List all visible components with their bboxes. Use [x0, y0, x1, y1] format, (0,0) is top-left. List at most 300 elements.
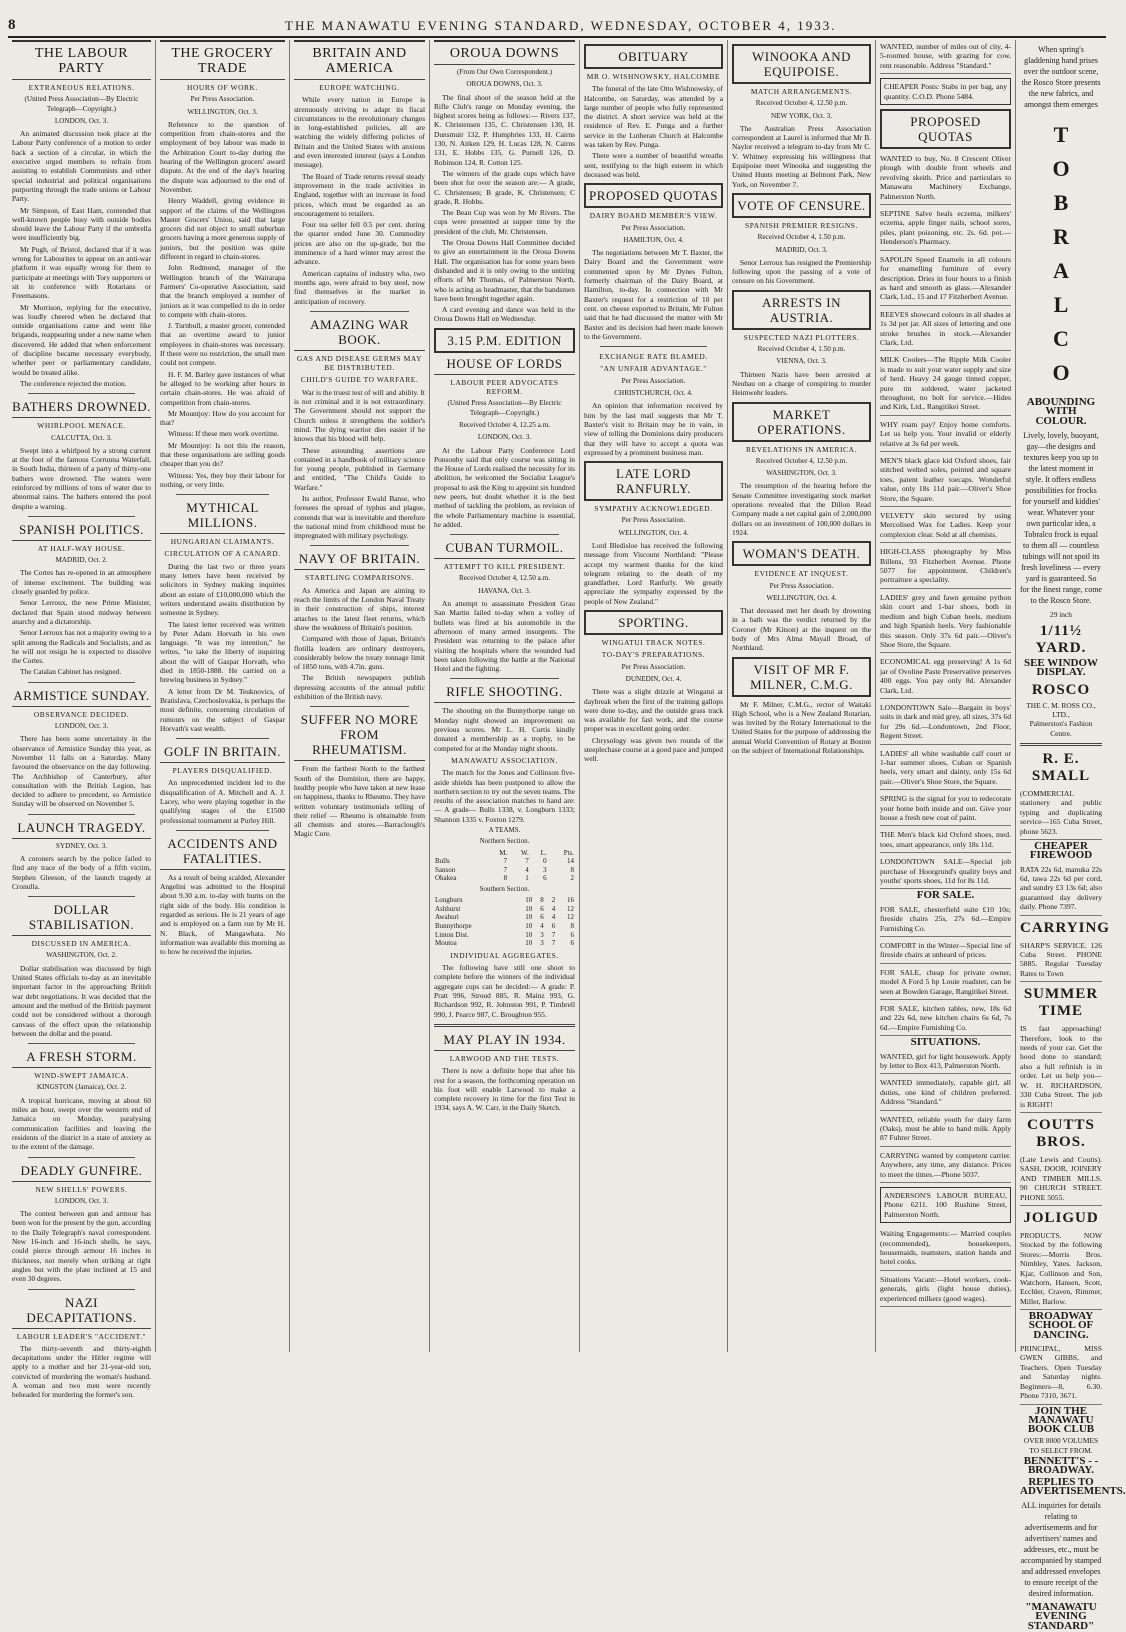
- classified-ad: CARRYING wanted by competent carrier. Anywhere, any time, any distance. Prices to meet the times.—Phone 5037.: [880, 1149, 1011, 1183]
- ad-heading-dancing: BROADWAY SCHOOL OF DANCING.: [1028, 1310, 1094, 1341]
- subhead: SYMPATHY ACKNOWLEDGED.: [594, 504, 713, 514]
- rosco-tagline: Palmerston's Fashion Centre.: [1029, 719, 1093, 738]
- table-cell: 0: [543, 857, 547, 866]
- rosco-company: THE C. M. ROSS CO., LTD.,: [1026, 700, 1096, 720]
- ad-body: OVER 8000 VOLUMES TO SELECT FROM.: [1023, 1436, 1099, 1455]
- received-line: Received October 4, 12.50 p.m.: [755, 99, 848, 108]
- dateline: WASHINGTON, Oct. 2.: [46, 951, 117, 960]
- section-heading-situations: SITUATIONS.: [910, 1036, 981, 1049]
- column-obituary: [580, 40, 728, 1352]
- classified-ad: WANTED to buy, No. 8 Crescent Oliver plough with double front wheels and revolving skeith. Price and particulars to Manawatu Machinery Exchange, Palmerston North.: [880, 152, 1011, 205]
- paragraph: War is the truest test of will and ability. It is not criminal and it is not extraordinary. The Government should not support the Church unless it strengthens the soldier's mind. The dying warrior dies easier if he knows that his blood will help.: [294, 387, 425, 444]
- divider: [434, 1024, 575, 1027]
- table-row: [434, 939, 575, 948]
- dateline: WASHINGTON, Oct. 3.: [766, 469, 837, 478]
- classified-ad: VELVETY skin secured by using Mercolised Wax for Ladies. Keep your complexion clear. Sold at all chemists.: [880, 509, 1011, 543]
- credit: Per Press Association.: [190, 95, 255, 104]
- tobralco-letter: L: [1053, 292, 1069, 317]
- ad-heading-firewood: CHEAPER FIREWOOD: [1029, 840, 1093, 862]
- paragraph: While every nation in Europe is strenuously striving to adapt its fiscal circumstances to the revolutionary changes in long-established policies, all are watching the widely differing policies of Britain and the United States with anxious and even interested interest (says a London message).: [294, 95, 425, 170]
- headline: BATHERS DROWNED.: [12, 399, 151, 418]
- table-cell: 10: [525, 913, 533, 922]
- paragraph: The negotiations between Mr T. Baxter, the Dairy Board and the Government were commented upon by Mr Dynes Fulton, formerly chairman of the Dairy Board, at Hamilton, to-day. In connection with Mr Baxter's request for a restriction of 10 per cent. on cheese exported to Britain, Mr Fulton said that he had discussed the matter with Mr Baxter and its decision had been made known to the Government.: [584, 248, 723, 341]
- table-cell: 2: [551, 896, 556, 905]
- dateline: SYDNEY, Oct. 3.: [55, 841, 108, 850]
- subhead: HUNGARIAN CLAIMANTS.: [170, 537, 275, 547]
- table-cell: 2: [570, 874, 574, 883]
- paragraph: The Bean Cup was won by Mr Rivers. The cups were presented at supper time by the president of the club, Mr. Christensen.: [434, 208, 575, 236]
- paragraph: J. Turnbull, a master grocer, contended that an overtime award to junior employees in chain-stores was necessary. If there were no restriction, the small men could not compete.: [160, 321, 285, 368]
- table-header-row: [434, 849, 575, 858]
- tobralco-letter: B: [1053, 190, 1069, 215]
- headline-oroua-downs: OROUA DOWNS: [434, 40, 575, 65]
- table-cell: 8: [570, 865, 574, 874]
- classified-ad: COMFORT in the Winter—Special line of fireside chairs at unheard of prices.: [880, 939, 1011, 964]
- results-table-north: [434, 849, 575, 883]
- subhead: AT HALF-WAY HOUSE.: [37, 543, 126, 553]
- replies-signature: "MANAWATU EVENING STANDARD": [1025, 1601, 1097, 1632]
- headline: LAUNCH TRAGEDY.: [12, 820, 151, 839]
- headline: WINOOKA AND EQUIPOISE.: [732, 44, 871, 84]
- credit: (United Press Association—By Electric Telegraph—Copyright.): [24, 95, 139, 113]
- page-number: 8: [8, 17, 16, 33]
- table-header: W.: [521, 848, 529, 857]
- divider: [28, 1157, 135, 1158]
- paragraph: Witness: If these men work overtime.: [168, 429, 279, 439]
- credit: (From Our Own Correspondent.): [456, 68, 553, 76]
- table-cell: 6: [570, 939, 574, 948]
- divider: [28, 682, 135, 683]
- paragraph: Mr Mountjoy: How do you account for that?: [160, 408, 285, 428]
- paragraph: Mr F. Milner, C.M.G., rector of Waitaki High School, who is a New Zealand Rotarian, was invited by the Rotary International to the United States for the purpose of addressing the annual World Convention of Rotary at Boston on the subject of International Relationships.: [732, 699, 871, 756]
- subhead: MR O. WISHNOWSKY, HALCOMBE: [586, 72, 721, 81]
- classified-ad: FOR SALE, cheap for private owner, model A Ford 5 hp Louie roadster, can be seen at Bowden Garage, Rangitikei Street.: [880, 966, 1011, 1000]
- ad-bennetts: BENNETT'S - - BROADWAY.: [1023, 1455, 1099, 1477]
- paragraph: H. F. M. Barley gave instances of what he alleged to be working after hours in certain chain-stores. He was afraid of competition from chain-stores.: [160, 369, 285, 407]
- paragraph: The funeral of the late Otto Wishnowsky, of Halcombe, on Saturday, was attended by a large number of people who fully represented the district. A short service was held at the residence of Rev. E. Punga and a further service in the Lutheran Church at Halcombe was taken by Rev. Punga.: [584, 84, 723, 150]
- divider: [28, 896, 135, 897]
- ad-heading-joligud: JOLIGUD: [1023, 1209, 1099, 1226]
- headline: AMAZING WAR BOOK.: [294, 317, 425, 351]
- headline: ACCIDENTS AND FATALITIES.: [160, 836, 285, 870]
- ad-body: PRODUCTS. NOW Stocked by the following Stores:—Morris Bros. Nimbley, Yates. Jackson, Kjar, Collinson and Son, Watchorn, Hansen, Scott, Ecchler, Craven, Rimmer, Miller, Barlow.: [1020, 1229, 1102, 1310]
- subhead: SPANISH PREMIER RESIGNS.: [745, 220, 858, 230]
- divider: [28, 393, 135, 394]
- classified-ad: THE Men's black kid Oxford shoes, med. toes, smart appearance, only 18s 11d.: [880, 828, 1011, 853]
- paragraph: Thirteen Nazis have been arrested at Neubau on a charge of conspiring to murder Heimwehr leaders.: [732, 369, 871, 398]
- subhead: DAIRY BOARD MEMBER'S VIEW.: [589, 211, 718, 221]
- paragraph: Mr Mountjoy: Is not this the reason, that these organisations are selling goods cheaper than you do?: [160, 440, 285, 469]
- headline: MARKET OPERATIONS.: [732, 402, 871, 442]
- subhead: REVELATIONS IN AMERICA.: [746, 444, 857, 454]
- headline: NAZI DECAPITATIONS.: [12, 1295, 151, 1329]
- table-header: [434, 849, 486, 858]
- tobralco-intro: When spring's gladdening hand prises over the outdoor scene, the Rosco Store presents the new fabrics, and amongst them emerges: [1021, 45, 1101, 109]
- divider: [28, 1043, 135, 1044]
- table-cell: 7: [525, 857, 529, 866]
- dateline: WELLINGTON, Oct. 4.: [766, 593, 837, 602]
- subhead: WINGATUI TRACK NOTES.: [601, 638, 706, 648]
- column-cables: [728, 40, 876, 1352]
- headline: WOMAN'S DEATH.: [732, 541, 871, 566]
- ad-body: SHARP'S SERVICE. 126 Cuba Street. PHONE 5885. Regular Tuesday Rates to Town: [1020, 939, 1102, 983]
- paragraph: Mr Morrison, replying for the executive, was loudly cheered when he declared that outside organisations came and went like brigands, reappearing under a new name when discovered. He added that when enforcement of discipline became necessary everybody, whether peer or parliamentary candidate, would be treated alike.: [12, 302, 151, 377]
- paragraph: The Catalan Cabinet has resigned.: [20, 667, 122, 677]
- table-cell: Awahuri: [435, 913, 459, 922]
- table-cell: Ashhurst: [435, 904, 461, 913]
- paragraph: From the farthest North to the farthest South of the Dominion, there are happy, healthy people who have taken at new lease on happiness, thanks to Rheumo. They have written voluntary testimonials telling of their relief — Rheumo is obtainable from all chemists and stores.—Barraclough's Magic Cure.: [294, 764, 425, 839]
- subhead: EVIDENCE AT INQUEST.: [754, 569, 849, 579]
- headline-britain-america: BRITAIN AND AMERICA: [294, 40, 425, 80]
- paragraph: The Australian Press Association correspondent at Laurel is informed that Mr B. Naylor received a telegram to-day from Mr C. V. Whitney expressing his willingness that Equipoise meet Winooka and suggesting the United Hunts meeting at Belmont Park, New York, on November 7.: [732, 123, 871, 189]
- subhead: NEW SHELLS' POWERS.: [35, 1184, 128, 1194]
- headline: PROPOSED QUOTAS: [584, 183, 723, 208]
- columns: [8, 40, 1126, 1632]
- dateline: OROUA DOWNS, Oct. 3.: [466, 80, 543, 89]
- table-cell: 7: [551, 939, 556, 948]
- classified-ad: ANDERSON'S LABOUR BUREAU, Phone 6211. 100 Rushine Street, Palmerston North.: [880, 1187, 1011, 1223]
- paragraph: Chrysology was given two rounds of the steeplechase course at a good pace and jumped well.: [584, 735, 723, 764]
- subhead: WIND-SWEPT JAMAICA.: [34, 1071, 129, 1081]
- table-cell: 7: [503, 857, 508, 866]
- table-cell: 7: [503, 865, 508, 874]
- table-cell: 10: [525, 904, 533, 913]
- table-cell: 1: [525, 874, 529, 883]
- column-labour-party: [8, 40, 156, 1400]
- table-cell: Ohakea: [435, 874, 457, 883]
- divider: [310, 311, 409, 312]
- table-cell: 8: [570, 922, 574, 931]
- paragraph: A letter from Dr M. Teuknovics, of Bratislava, Czechoslovakia, is perhaps the most definite, concerning circulation of rumours on the subject of Gaspar Horvath's vast wealth.: [160, 686, 285, 733]
- subhead: MANAWATU ASSOCIATION.: [451, 755, 558, 765]
- table-cell: 7: [551, 930, 556, 939]
- received-line: Received October 4, 1.50 p.m.: [757, 345, 846, 354]
- paragraph: Senor Lerroux has not a majority owing to a split among the Radicals and Socialists, and as he will not resign he is expected to dissolve the Cortes.: [12, 628, 151, 666]
- subhead: LABOUR PEER ADVOCATES REFORM.: [450, 377, 559, 397]
- subhead: EXTRANEOUS RELATIONS.: [28, 83, 135, 92]
- classified-ad: Waiting Engagements:— Married couples (recommended), housekeepers, housemaids, teamsters, station hands and hotel cooks.: [880, 1227, 1011, 1271]
- column-display-ads: [1016, 40, 1126, 1632]
- subhead: DISCUSSED IN AMERICA.: [31, 939, 132, 949]
- classified-ad: FOR SALE, kitchen tables, new, 18s 6d and 22s 6d, new kitchen chairs 6s 6d, 7s 6d.—Empire Furnishing Co.: [880, 1002, 1011, 1036]
- table-cell: 4: [551, 913, 556, 922]
- paragraph: Reference to the question of competition from chain-stores and the employment of boy labour was made in the Arbitration Court to-day during the hearing of the Wellington grocers' award dispute. At the end of the day's hearing the dispute was adjourned to the end of November.: [160, 119, 285, 194]
- classified-ad: SPRING is the signal for you to redecorate your home both inside and out. Give your house a fresh new coat of paint.: [880, 792, 1011, 826]
- table-cell: 8: [540, 896, 544, 905]
- subhead: LABOUR LEADER'S "ACCIDENT.": [16, 1331, 147, 1341]
- headline: NAVY OF BRITAIN.: [294, 551, 425, 570]
- paragraph: The following have still one shoot to complete before the winners of the individual aggregate cups can be decided:— A grade: P. Pratt 996, Stroud 885, R. Mainz 993, G. Richardson 992, R. Johnston 991, P. Timbrell 990, J. Pearce 987, C. Broughton 955.: [434, 963, 575, 1019]
- tobralco-letter: O: [1052, 156, 1070, 181]
- table-cell: 6: [570, 930, 574, 939]
- paragraph: The final shoot of the season held at the Rifle Club's range on Monday evening, the highest scores being as follows:— Rivers 137, K. Christensen 135, C. Christensen 130, H. Dunsmuir 132, P. Humphries 133, H. Cairns 130, N. Aitken 129, H. Lucas 128, N. Cairns 131, E. Hobbs 135, G. Purnell 126, D. Robinson 124, R. Cotton 125.: [434, 92, 575, 167]
- column-oroua-downs: [430, 40, 580, 1352]
- replies-heading: REPLIES TO ADVERTISEMENTS.: [1020, 1475, 1126, 1497]
- subhead: EUROPE WATCHING.: [319, 83, 400, 92]
- table-row: [434, 922, 575, 931]
- dateline: LONDON, Oct. 3.: [477, 433, 532, 442]
- tobralco-letter: C: [1053, 326, 1069, 351]
- divider: [176, 830, 269, 831]
- table-cell: 6: [540, 913, 544, 922]
- ad-body: (Late Lewis and Coutts). SASH, DOOR, JOINERY AND TIMBER MILLS. 90 CHURCH STREET. PHONE 5055.: [1020, 1153, 1102, 1206]
- table-cell: 10: [525, 896, 533, 905]
- paragraph: Four tea seller fell 0.5 per cent. during the quarter ended June 30. Commodity prices are also on the up-grade, but the imminence of a hard winter may arrest the advance.: [294, 220, 425, 267]
- column-classifieds: [876, 40, 1016, 1352]
- dateline: MADRID, Oct. 2.: [55, 556, 108, 565]
- headline: DEADLY GUNFIRE.: [12, 1163, 151, 1182]
- table-row: [434, 931, 575, 940]
- classified-ad: LONDONTOWN Sale—Bargain in boys' suits in dark and mid grey, all sizes, 37s 6d for 29s 6d.—Londontown, 2nd Floor, Regent Street.: [880, 701, 1011, 745]
- table-header: Pts.: [563, 848, 574, 857]
- table-cell: 6: [540, 904, 544, 913]
- headline: PROPOSED QUOTAS: [880, 109, 1011, 149]
- paragraph: The Oroua Downs Hall Committee decided to give an entertainment in the Oroua Downs Hall. The organisation has for some years been disbanded and it is only owing to the untiring efforts of Mr Thomas, of Palmerston North, who is acting as headmaster, that the bandsmen have been brought together again.: [434, 238, 575, 303]
- dateline: HAVANA, Oct. 3.: [478, 586, 531, 595]
- divider: [28, 814, 135, 815]
- fabric-width: 29 inch: [1050, 609, 1072, 619]
- dateline: WELLINGTON, Oct. 4.: [618, 528, 689, 537]
- headline-labour-party: THE LABOUR PARTY: [12, 40, 151, 80]
- dateline: LONDON, Oct. 3.: [54, 1196, 109, 1205]
- table-cell: 3: [540, 939, 544, 948]
- headline: GOLF IN BRITAIN.: [160, 744, 285, 763]
- headline: ARMISTICE SUNDAY.: [12, 688, 151, 707]
- column-britain-america: [290, 40, 430, 1352]
- headline: DOLLAR STABILISATION.: [12, 902, 151, 936]
- dateline: CALCUTTA, Oct. 3.: [51, 433, 112, 442]
- headline-grocery-trade: THE GROCERY TRADE: [160, 40, 285, 80]
- table-row: [434, 896, 575, 905]
- subhead: EXCHANGE RATE BLAMED.: [599, 352, 708, 362]
- table-row: [434, 866, 575, 875]
- headline: VOTE OF CENSURE.: [732, 193, 871, 218]
- replies-body: ALL inquiries for details relating to advertisements and for advertisers' names and addresses, etc., must be accompanied by stamped and addressed envelopes to ensure receipt of the desired information.: [1020, 1501, 1102, 1599]
- paragraph: Senor Lerroux, the new Prime Minister, declared that Spain stood midway between anarchy and a dictatorship.: [12, 598, 151, 626]
- table-cell: Bunnythorpe: [435, 922, 472, 931]
- subhead: STARTLING COMPARISONS.: [305, 573, 414, 583]
- table-cell: Linton Dist.: [435, 930, 469, 939]
- table-cell: Moutoa: [435, 939, 457, 948]
- paragraph: Henry Waddell, giving evidence in support of the claims of the Wellington Master Grocers' Union, said that large grocers did not object to small suburban grocers having a more generous supply of juniors, but the position was quite different in regard to chain-stores.: [160, 196, 285, 262]
- classified-ad: LADIES' grey and fawn genuine python skin court and 1-bar shoes, both in medium and high Cuban heels, medium and high Spanish heels. Very fashionable this season. Only 37s 6d pair.—Oliver's Shoe Store, the Square.: [880, 591, 1011, 653]
- credit: Per Press Association.: [621, 223, 686, 232]
- table-cell: 4: [551, 904, 556, 913]
- paragraph: The thirty-seventh and thirty-eighth decapitations under the Hitler regime will apply to a mother and her 21-year-old son, convicted of murdering the woman's husband. A woman and two men were recently beheaded for murdering the former's son.: [12, 1343, 151, 1400]
- classified-ad: WANTED, reliable youth for dairy farm (Oaks), must be able to hand milk. Apply 87 Fuhrer Street.: [880, 1113, 1011, 1147]
- classified-ad: SEPTINE Salve heals eczema, milkers' eczema, apple finger nails, school sores, piles, plant poisoning, etc. 2s. 6d. pot.—Henderson's Pharmacy.: [880, 207, 1011, 251]
- divider: [176, 494, 269, 495]
- headline: HOUSE OF LORDS: [434, 356, 575, 375]
- subhead: MATCH ARRANGEMENTS.: [750, 87, 853, 96]
- subhead: SUSPECTED NAZI PLOTTERS.: [743, 332, 860, 342]
- paragraph: Its author, Professor Ewald Banse, who foresees the spread of typhus and plague, contends that war is inevitable and therefore the national mind from childhood must be impregnated with military psychology.: [294, 493, 425, 541]
- received-line: Received October 4, 12.50 a.m.: [458, 574, 550, 583]
- paragraph: These astounding assertions are contained in a handbook of military science for young people, published in Germany and entitled, "The Child's Guide to Warfare.": [294, 445, 425, 492]
- ad-body: RATA 22s 6d, manuka 22s 6d, tawa 22s 6d per cord, and sundry £3 13s 6d; also guaranteed day delivery daily. Phone 7397.: [1020, 863, 1102, 916]
- fabric-price: 1/11½ YARD.: [1035, 623, 1087, 657]
- dateline: VIENNA, Oct. 3.: [776, 357, 827, 366]
- dateline: MADRID, Oct. 3.: [775, 245, 828, 254]
- classified-ad: LADIES' all white washable calf court or 1-bar summer shoes, Cuban or Spanish heels, very smart and dainty, only 15s 6d pair.—Oliver's Shoe Store, the Square.: [880, 747, 1011, 791]
- subhead: PLAYERS DISQUALIFIED.: [172, 766, 273, 776]
- headline: CUBAN TURMOIL.: [434, 540, 575, 559]
- paragraph: The latest letter received was written by Peter Adam Horvath in his own language. "It was my intention," he writes, "to take the liberty of inquiring about the will of Gaspar Horvath, who died in 1850-1888. He carried on a brewing business in Sydney.": [160, 619, 285, 685]
- table-row: [434, 874, 575, 883]
- classified-ad: MEN'S black glace kid Oxford shoes, fair stitched welted soles, pointed and square toes, patent leather toecaps. Wonderful value, only 18s 11d pair.—Oliver's Shoe Store, the Square.: [880, 454, 1011, 507]
- paragraph: Swept into a whirlpool by a strong current at the foot of the famous Corrunna Waterfall, in South India, thirteen of a party of thirty-one bathers were drowned. The waters were reinforced by millions of tons of water due to abnormal rains. The bathers entered the pool despite a warning.: [12, 445, 151, 511]
- table-header: L.: [540, 848, 547, 857]
- tobralco-letter: R: [1053, 224, 1069, 249]
- classified-ad: ECONOMICAL egg preserving! A 1s 6d jar of Ovoline Paste Preservative preserves 400 eggs. You pay only 8d. Alexander Clark, Ltd.: [880, 655, 1011, 699]
- dateline: WELLINGTON, Oct. 3.: [187, 107, 258, 116]
- results-table-south: [434, 896, 575, 948]
- tobralco-letter: A: [1053, 258, 1069, 283]
- headline: MAY PLAY IN 1934.: [434, 1032, 575, 1051]
- headline: RIFLE SHOOTING.: [434, 684, 575, 703]
- divider: [28, 1289, 135, 1290]
- table-cell: Longburn: [435, 896, 463, 905]
- paragraph: Dollar stabilisation was discussed by high United States officials to-day as an inevitable important factor in the approaching British war debt negotiations. It was decided that the amount and the method of the British payment could not be considered without a thorough canvass of the effect upon the relationship between the dollar and the pound.: [12, 963, 151, 1038]
- ad-heading-summer-time: SUMMER TIME: [1023, 986, 1099, 1020]
- subhead: "AN UNFAIR ADVANTAGE.": [600, 364, 707, 374]
- headline-obituary: OBITUARY: [584, 44, 723, 69]
- received-line: Received October 4, 12.50 p.m.: [755, 456, 848, 465]
- tobralco-letter: T: [1053, 122, 1069, 147]
- table-cell: 4: [540, 922, 544, 931]
- ad-body: Lively, lovely, buoyant, gay—the designs and textures keep you up to the latest moment in style. It offers endless possibilities for frocks for yourself and kiddies' wear. Whatever your own particular idea, a Tobralco frock is equal to them all — countless tubings will not spoil its fresh loveliness — every yard is guaranteed. So for the finest range, come to the Rosco Store.: [1020, 430, 1102, 605]
- credit: Per Press Association.: [621, 662, 686, 671]
- section-heading-for-sale: FOR SALE.: [916, 889, 975, 902]
- headline: MYTHICAL MILLIONS.: [160, 500, 285, 534]
- table-cell: 10: [525, 930, 533, 939]
- paragraph: A card evening and dance was held in the Oroua Downs Hall on Wednesday.: [434, 305, 575, 324]
- classified-ad: WANTED immediately, capable girl, all duties, one kind of children preferred. Address "Standard.": [880, 1076, 1011, 1110]
- paragraph: An unprecedented incident led to the disqualification of A. Mitchell and A. J. Lacey, who were playing together in the qualifying stages of the £1500 professional tournament at Purley Hill.: [160, 778, 285, 825]
- subhead: CHILD'S GUIDE TO WARFARE.: [300, 375, 419, 385]
- dateline: LONDON, Oct. 3.: [54, 116, 109, 125]
- paragraph: The conference rejected the motion.: [20, 378, 127, 388]
- received-line: Received October 4, 12.25 a.m.: [458, 420, 550, 429]
- ad-subheading: ABOUNDING WITH COLOUR.: [1026, 396, 1096, 427]
- table-header: M.: [499, 848, 508, 857]
- ad-heading-small: R. E. SMALL: [1031, 750, 1091, 784]
- classified-ad: FOR SALE, chesterfield suite £10 10s; fireside chairs 25s, 27s 6d.—Empire Furnishing Co.: [880, 903, 1011, 937]
- subhead: LARWOOD AND THE TESTS.: [449, 1053, 560, 1063]
- table-cell: 12: [567, 913, 574, 922]
- credit: Per Press Association.: [621, 516, 686, 525]
- headline: SPORTING.: [584, 610, 723, 635]
- table-cell: 14: [567, 857, 574, 866]
- subhead: GAS AND DISEASE GERMS MAY BE DISTRIBUTED.: [296, 353, 423, 373]
- table-cell: 3: [540, 930, 544, 939]
- paragraph: At the Labour Party Conference Lord Ponsonby said that only course was sitting in the House of Lords realised the necessity for its abolition, he welcomed the Socialist League's proposal to ask the King to appoint six hundred new peers, but doubt whether it is the best method of tackling the problem, as revision of the whole Parliamentary machine is essential, he added.: [434, 445, 575, 529]
- classified-ad: REEVES showcard colours in all shades at 1s 3d per jar. All sizes of lettering and one stroke brushes in stock.—Alexander Clark, Ltd.: [880, 308, 1011, 352]
- paragraph: There were a number of beautiful wreaths sent, testifying to the high esteem in which deceased was held.: [584, 151, 723, 179]
- table-cell: 8: [503, 874, 508, 883]
- table-cell: 10: [525, 939, 533, 948]
- dateline: KINGSTON (Jamaica), Oct. 2.: [36, 1083, 127, 1092]
- table-cell: Sanson: [435, 865, 456, 874]
- paragraph: Lord Bledisloe has received the following message from Viscount Northland: "Please accept my warmest thanks for the kind telegram relating to the death of my grandfather, Lord Ranfurly. We greatly appreciate the sympathy expressed by the people of New Zealand.": [584, 540, 723, 606]
- headline: A FRESH STORM.: [12, 1049, 151, 1068]
- table-cell: 12: [567, 904, 574, 913]
- paragraph: The shooting on the Bunnythorpe range on Monday night showed an improvement on previous scores. Mr L. H. Curtis kindly donated a membership as a trophy, to be competed for at the Monday night shoots.: [434, 706, 575, 753]
- paragraph: The Board of Trade returns reveal steady improvement in the trade activities in England, together with an increase in food prices, which must be regarded as an encouragement to retailers.: [294, 171, 425, 218]
- window-display: SEE WINDOW DISPLAY.: [1023, 657, 1099, 679]
- column-grocery-trade: [156, 40, 290, 1352]
- classified-ad: CHEAPER Posts: Stabs in per bag, any quantity. C.O.D. Phone 5484.: [880, 78, 1011, 105]
- classified-ad: WHY roam pay? Enjoy home comforts. Let us help you. Your invalid or elderly relative at 3s 6d per week.: [880, 418, 1011, 452]
- credit: Per Press Association.: [621, 376, 686, 385]
- received-line: Received October 4, 1.50 p.m.: [757, 233, 846, 242]
- subhead: INDIVIDUAL AGGREGATES.: [450, 950, 559, 960]
- divider: [310, 706, 409, 707]
- headline: SPANISH POLITICS.: [12, 522, 151, 541]
- dateline: CHRISTCHURCH, Oct. 4.: [614, 389, 693, 398]
- classified-ad: LONDONTOWN SALE—Special job purchase of Hoorgrund's quality boys and youths' sports shoes, 11d for 8s 11d.: [880, 855, 1011, 889]
- paragraph: Mr Simpson, of East Ham, contended that well-known people busy with outside bodies should leave the Labour Party if the umbrella were insufficiently big.: [12, 205, 151, 243]
- paragraph: The match for the Jones and Collinson five-aside shields has been postponed to allow the northern section to try out the seven teams. The results of the association matches to hand are:— A grade— Bulls 1338, v. Longburn 1333; Shannon 1335 v. Foxton 1279.: [434, 768, 575, 824]
- classified-ad: WANTED, number of miles out of city, 4-5-roomed house, with grazing for cow, rent reasonable. Address "Standard.": [880, 40, 1011, 74]
- ad-body: (COMMERCIAL stationery and public typing and duplicating service—165 Cuba Street, phone 5623.: [1020, 787, 1102, 840]
- headline: ARRESTS IN AUSTRIA.: [732, 290, 871, 330]
- masthead-title: THE MANAWATU EVENING STANDARD, WEDNESDAY, OCTOBER 4, 1933.: [285, 18, 837, 33]
- paragraph: Compared with those of Japan, Britain's flotilla leaders are ordinary destroyers, considerably below the treaty tonnage limit of 1850 tons, with 4.7in. guns.: [294, 634, 425, 672]
- classified-ad: SAPOLIN Speed Enamels in all colours for enamelling furniture of every description. Dries in four hours to a finish as hard and smooth as glass.—Alexander Clark, Ltd., 15 and 17 Fitzherbert Avenue.: [880, 253, 1011, 306]
- divider: [1020, 743, 1102, 746]
- headline: VISIT OF MR F. MILNER, C.M.G.: [732, 657, 871, 697]
- edition-banner: 3.15 P.M. EDITION: [434, 328, 575, 353]
- ad-body: IS fast approaching! Therefore, look to the needs of your car. Get the hood done to standard; also a full refinish is in order. Let us help you—W. H. RICHARDSON, 330 Cuba Street. The job is RIGHT!: [1020, 1022, 1102, 1113]
- paragraph: A coroners search by the police failed to find any trace of the body of a fifth victim, Stephen Gleeson, of the launch tragedy at Cronulla.: [12, 854, 151, 891]
- tobralco-letter: O: [1052, 360, 1070, 385]
- dateline: NEW YORK, Oct. 3.: [770, 111, 833, 120]
- paragraph: Witness: Yes, they buy their labour for nothing, or very little.: [160, 470, 285, 489]
- headline: LATE LORD RANFURLY.: [584, 461, 723, 501]
- ad-heading-book-club: JOIN THE MANAWATU BOOK CLUB: [1027, 1404, 1095, 1436]
- classified-ad: HIGH-CLASS photography by Miss Billens, 93 Fitzherbert Avenue. Phone 5077 for appointment. Children's portraiture a speciality.: [880, 545, 1011, 589]
- subhead: TO-DAY'S PREPARATIONS.: [601, 650, 706, 660]
- masthead: [8, 14, 1106, 38]
- classified-ad: Situations Vacant:—Hotel workers, cook-generals, girls (light house duties), experienced milkers (good wages).: [880, 1273, 1011, 1307]
- paragraph: The resumption of the hearing before the Senate Committee investigating stock market operations revealed that the Dillon Read Company made a net capital gain of 2,000,000 dollars on an investment of 100,000 dollars in 1924.: [732, 481, 871, 537]
- classified-ad: MILK Coolers—The Ripple Milk Cooler is made to suit your water supply and size of herd. Heavy 24 gauge tinned copper, pure tin soldered, water jacketed throughout, no bolt for service.—Hides and Kirk, Ltd., Rangitikei Street.: [880, 353, 1011, 415]
- table-row: [434, 913, 575, 922]
- paragraph: John Redmond, manager of the Wellington branch of the Wairarapa Farmers' Co-operative Association, said that the branch employed a number of juniors as it was compelled to do in order to compete with chain-stores.: [160, 263, 285, 319]
- subhead: ATTEMPT TO KILL PRESIDENT.: [443, 562, 566, 572]
- divider: [450, 534, 559, 535]
- paragraph: The contest between gun and armour has been won for the present by the gun, according to the Daily Telegraph's naval correspondent. New 16-inch and 16-inch shells, he says, could pierce through armour 16 inches in thickness, not merely when striking at right angles but with the plate inclined at 15 and even 30 degrees.: [12, 1209, 151, 1284]
- paragraph: An attempt to assassinate President Grau San Martin failed to-day when a volley of bullets was fired at his automobile in the afternoon of many armed insurgents. The President was returning to the palace after visiting the hospitals where the wounded had been taken following the battle at the National Hotel and the fighting.: [434, 599, 575, 674]
- subhead: WHIRLPOOL MENACE.: [37, 421, 126, 431]
- rosco-logo: ROSCO: [1031, 681, 1091, 698]
- subhead: OBSERVANCE DECIDED.: [33, 709, 130, 719]
- ad-heading-carrying: CARRYING: [1020, 919, 1110, 936]
- table-cell: 6: [551, 922, 556, 931]
- paragraph: As a result of being scalded, Alexander Angelini was admitted to the Hospital about 9.30 a.m. to-day with burns on the right side of the body. His condition is regarded as serious. He is 21 years of age and is employed on a farm run by Mr H. N. Black, of Mangawhata. No information was available this morning as to how he received the injuries.: [160, 872, 285, 957]
- subhead: HOURS OF WORK.: [187, 83, 258, 92]
- paragraph: As America and Japan are aiming to reach the limits of the London Naval Treaty in their construction of ships, interest attaches to the latest fleet returns, which show the weakness of Britain's position.: [294, 585, 425, 632]
- table-cell: 4: [525, 865, 529, 874]
- classified-ad: WANTED, girl for light housework. Apply by letter to Box 413, Palmerston North.: [880, 1050, 1011, 1075]
- paragraph: During the last two or three years many letters have been received by solicitors in Sydney making inquiries about an estate of £10,000,000 which the writers understand awaits distribution by someone in Sydney.: [160, 561, 285, 618]
- headline: SUFFER NO MORE FROM RHEUMATISM.: [294, 712, 425, 761]
- paragraph: Senor Lerroux has resigned the Premiership following upon the passing of a vote of censure on his Government.: [732, 257, 871, 286]
- divider: [310, 545, 409, 546]
- ad-heading-coutts: COUTTS BROS.: [1027, 1116, 1095, 1150]
- table-section: Southern Section.: [479, 884, 530, 893]
